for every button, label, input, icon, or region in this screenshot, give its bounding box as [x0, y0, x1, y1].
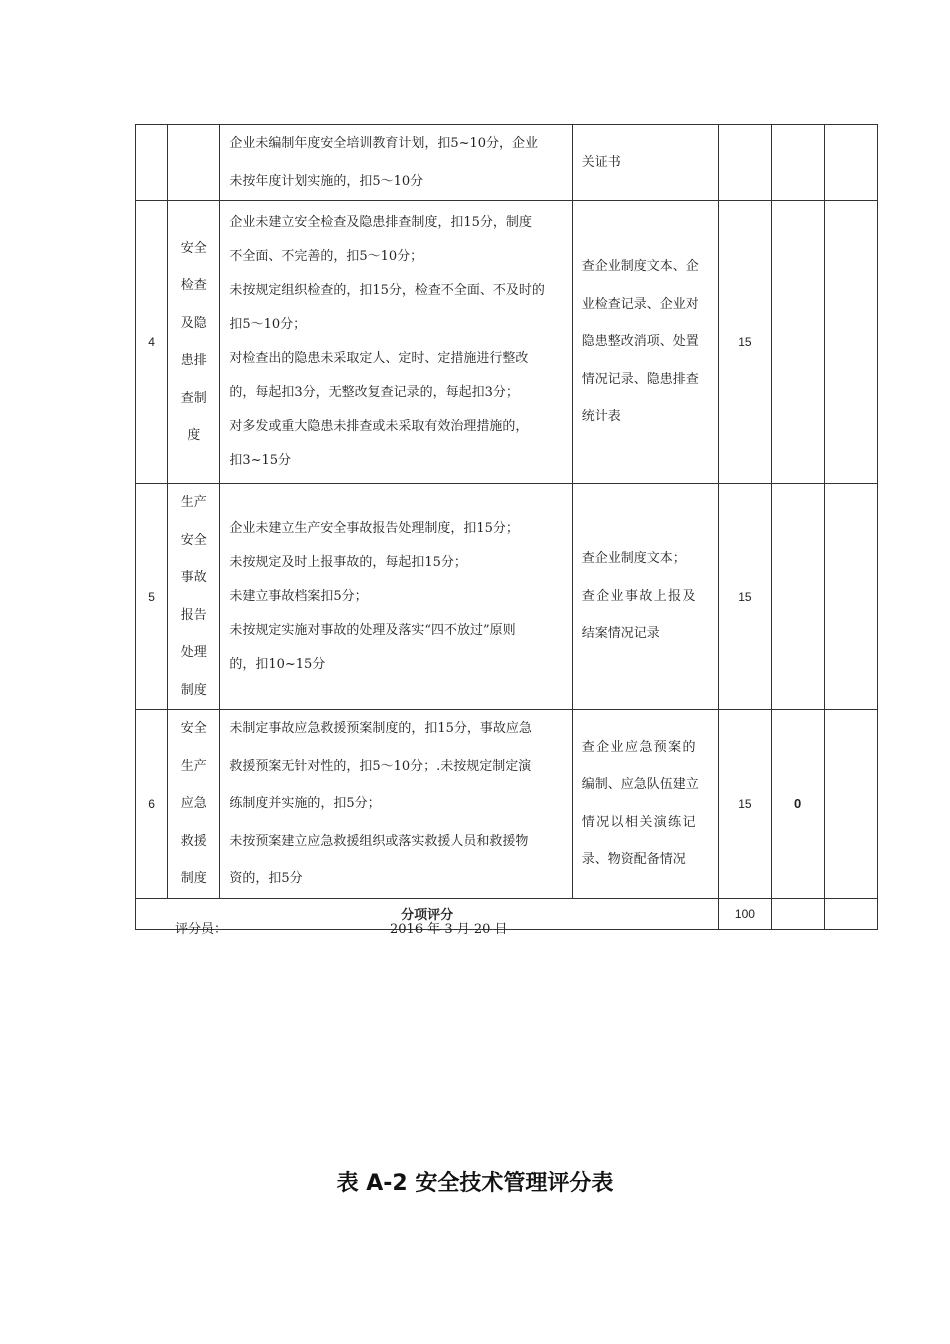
item-line: 检查 — [180, 278, 207, 293]
method-line: 业检查记录、企业对 — [581, 296, 699, 312]
standard-line: 的，每起扣3分，无整改复查记录的，每起扣3分； — [229, 385, 519, 400]
item-cell — [168, 125, 220, 201]
rater-label: 评分员： — [175, 922, 228, 937]
score-cell: 15 — [719, 201, 771, 484]
standard-line: 扣5～10分； — [229, 317, 307, 332]
item-line: 救援 — [180, 833, 207, 849]
standard-line: 扣3~15分 — [229, 453, 292, 468]
standard-line: 企业未建立安全检查及隐患排查制度，扣15分，制度 — [229, 215, 532, 230]
actual-score-cell — [771, 484, 824, 710]
row-number-cell: 6 — [136, 710, 168, 899]
item-line: 查制 — [180, 390, 207, 406]
method-line: 查企业事故上报及 — [581, 588, 697, 604]
method-line: 关证书 — [581, 154, 621, 170]
standard-cell — [220, 710, 572, 899]
method-line: 结案情况记录 — [581, 626, 660, 642]
table-row — [136, 125, 878, 201]
method-line: 查企业制度文本、企 — [581, 259, 699, 275]
item-line: 报告 — [180, 607, 207, 623]
item-line: 生产 — [180, 495, 207, 510]
score-cell: 15 — [719, 484, 771, 710]
standard-cell — [220, 484, 572, 710]
method-line: 情况记录、隐患排查 — [581, 371, 699, 387]
standard-line: 企业未编制年度安全培训教育计划，扣5~10分，企业 — [229, 136, 539, 151]
standard-line: 对检查出的隐患未采取定人、定时、定措施进行整改 — [229, 351, 529, 366]
item-cell — [168, 484, 220, 710]
standard-line: 未按规定实施对事故的处理及落实“四不放过”原则 — [229, 622, 516, 638]
standard-line: 救援预案无针对性的，扣5～10分；.未按规定制定演 — [229, 758, 532, 774]
standard-line: 练制度并实施的，扣5分； — [229, 796, 381, 811]
standard-line: 企业未建立生产安全事故报告处理制度，扣15分； — [229, 520, 519, 536]
table-row — [136, 710, 878, 899]
method-line: 情况以相关演练记 — [581, 814, 697, 830]
actual-score-cell — [771, 201, 824, 484]
rating-date: 2016 年 3 月 20 日 — [390, 922, 508, 937]
standard-line: 未按预案建立应急救援组织或落实救援人员和救援物 — [229, 833, 529, 849]
item-line: 安全 — [180, 532, 207, 548]
item-line: 生产 — [180, 758, 207, 774]
standard-line: 的，扣10~15分 — [229, 656, 326, 672]
standard-line: 未按规定组织检查的，扣15分，检查不全面、不及时的 — [229, 283, 545, 298]
method-line: 统计表 — [581, 409, 621, 425]
subtotal-score: 100 — [719, 898, 771, 929]
actual-score-cell: 0 — [771, 710, 824, 899]
method-line: 查企业制度文本； — [581, 551, 686, 567]
actual-score-cell — [771, 125, 824, 201]
method-cell — [572, 125, 719, 201]
method-cell — [572, 710, 719, 899]
row-number-cell — [136, 125, 168, 201]
item-line: 患排 — [180, 353, 207, 368]
method-line: 编制、应急队伍建立 — [581, 777, 699, 793]
row-number-cell: 5 — [136, 484, 168, 710]
next-table-title: 表 A-2 安全技术管理评分表 — [336, 1171, 614, 1196]
signature-line — [175, 918, 508, 937]
score-table — [135, 124, 878, 930]
item-line: 制度 — [180, 682, 207, 698]
method-line: 隐患整改消项、处置 — [581, 334, 699, 350]
subtotal-blank-cell — [824, 898, 877, 929]
score-cell — [719, 125, 771, 201]
blank-cell — [824, 710, 877, 899]
item-cell — [168, 710, 220, 899]
standard-line: 未按年度计划实施的，扣5～10分 — [229, 173, 424, 189]
item-cell — [168, 201, 220, 484]
standard-line: 资的，扣5分 — [229, 871, 303, 886]
item-line: 安全 — [180, 721, 207, 736]
row-number-cell: 4 — [136, 201, 168, 484]
item-line: 及隐 — [180, 315, 207, 331]
method-cell — [572, 484, 719, 710]
method-line: 录、物资配备情况 — [581, 852, 686, 868]
blank-cell — [824, 201, 877, 484]
standard-line: 未建立事故档案扣5分； — [229, 588, 368, 604]
method-cell — [572, 201, 719, 484]
standard-line: 不全面、不完善的，扣5～10分； — [229, 249, 424, 264]
item-line: 安全 — [180, 240, 207, 256]
subtotal-label: 分项评分 — [136, 898, 719, 929]
standard-cell — [220, 201, 572, 484]
table-row — [136, 484, 878, 710]
item-line: 处理 — [180, 645, 207, 660]
standard-line: 对多发或重大隐患未排查或未采取有效治理措施的， — [229, 419, 529, 434]
item-line: 事故 — [180, 570, 207, 585]
item-line: 应急 — [180, 796, 207, 811]
standard-line: 未按规定及时上报事故的，每起扣15分； — [229, 554, 467, 570]
method-line: 查企业应急预案的 — [581, 739, 697, 755]
blank-cell — [824, 484, 877, 710]
subtotal-actual-cell — [771, 898, 824, 929]
table-row — [136, 201, 878, 484]
standard-line: 未制定事故应急救援预案制度的，扣15分，事故应急 — [229, 721, 532, 736]
item-line: 度 — [187, 428, 201, 443]
standard-cell — [220, 125, 572, 201]
blank-cell — [824, 125, 877, 201]
score-cell: 15 — [719, 710, 771, 899]
item-line: 制度 — [180, 871, 207, 886]
